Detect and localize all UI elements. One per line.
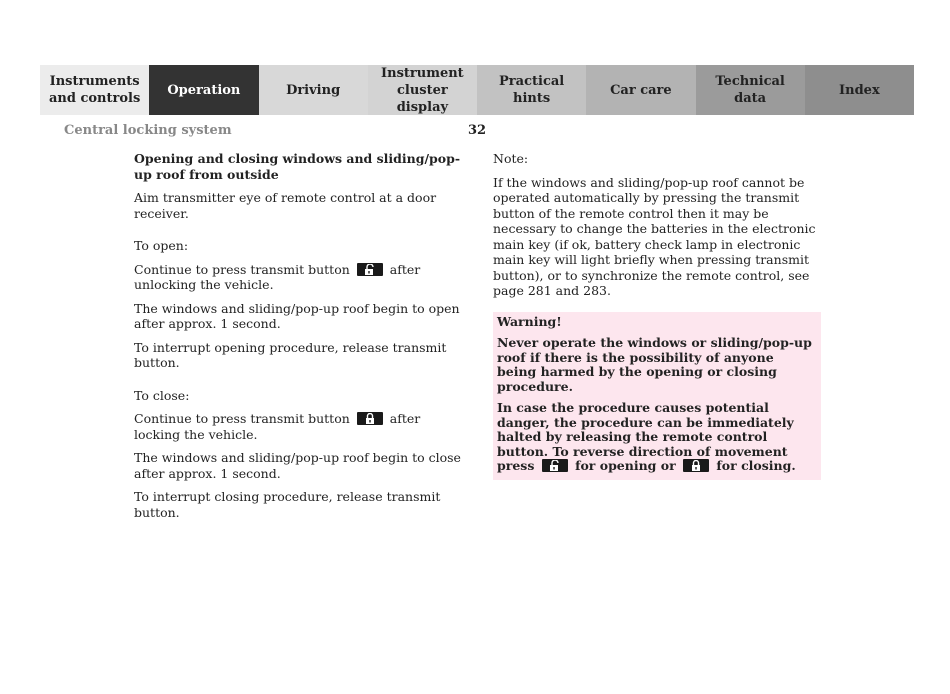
warning-text-2-start: In case the procedure causes potential danger, the procedure can be immediately halted by releasing the remote control button. To reverse direction of movement press	[497, 400, 794, 473]
warning-text-2-end: for closing.	[716, 458, 796, 473]
section-tabs	[40, 65, 914, 115]
tab-instruments-and-controls[interactable]: Instruments and controls	[40, 65, 149, 115]
close-step-1-end: after locking the vehicle.	[134, 411, 421, 442]
lock-button-icon	[357, 412, 383, 425]
unlock-button-icon	[357, 263, 383, 276]
close-step-2: The windows and sliding/pop-up roof begin to close after approx. 1 second.	[134, 450, 461, 481]
open-step-1	[134, 262, 470, 293]
warning-text-2	[497, 401, 817, 474]
close-step-1	[134, 411, 470, 442]
tab-driving[interactable]: Driving	[259, 65, 368, 115]
page-heading: Opening and closing windows and sliding/pop-up roof from outside	[134, 151, 461, 182]
warning-text-2-middle: for opening or	[575, 458, 676, 473]
open-step-2: The windows and sliding/pop-up roof begin to open after approx. 1 second.	[134, 300, 460, 331]
lock-button-icon	[683, 459, 709, 472]
tab-car-care[interactable]: Car care	[586, 65, 695, 115]
note-text: If the windows and sliding/pop-up roof cannot be operated automatically by pressing the transmit button of the remote control then it may be necessary to change the batteries in the electronic main key (if ok, battery check lamp in electronic main key will light briefly when pressing transmit button), or to synchronize the remote control, see page 281 and 283.	[493, 174, 816, 298]
tab-practical-hints[interactable]: Practical hints	[477, 65, 586, 115]
left-column	[134, 151, 470, 528]
warning-text-1: Never operate the windows or sliding/pop-up roof if there is the possibility of anyone being harmed by the opening or closing procedure.	[497, 335, 812, 394]
close-step-3: To interrupt closing procedure, release transmit button.	[134, 489, 441, 520]
open-step-1-end: after unlocking the vehicle.	[134, 261, 421, 292]
section-title: Central locking system	[64, 123, 232, 138]
warning-box	[493, 312, 821, 480]
right-column	[493, 151, 821, 480]
open-step-1-start: Continue to press transmit button	[134, 261, 350, 277]
unlock-button-icon	[542, 459, 568, 472]
tab-index[interactable]: Index	[805, 65, 914, 115]
tab-operation[interactable]: Operation	[149, 65, 258, 115]
open-step-3: To interrupt opening procedure, release transmit button.	[134, 339, 447, 370]
warning-title: Warning!	[497, 313, 562, 329]
intro-text: Aim transmitter eye of remote control at a door receiver.	[134, 190, 437, 221]
note-label: Note:	[493, 151, 529, 166]
tab-technical-data[interactable]: Technical data	[696, 65, 805, 115]
close-label: To close:	[134, 387, 190, 403]
page-header	[64, 123, 914, 141]
open-label: To open:	[134, 238, 189, 253]
page-number: 32	[468, 123, 487, 138]
close-step-1-start: Continue to press transmit button	[134, 411, 350, 426]
tab-instrument-cluster-display[interactable]: Instrument cluster display	[368, 65, 477, 115]
